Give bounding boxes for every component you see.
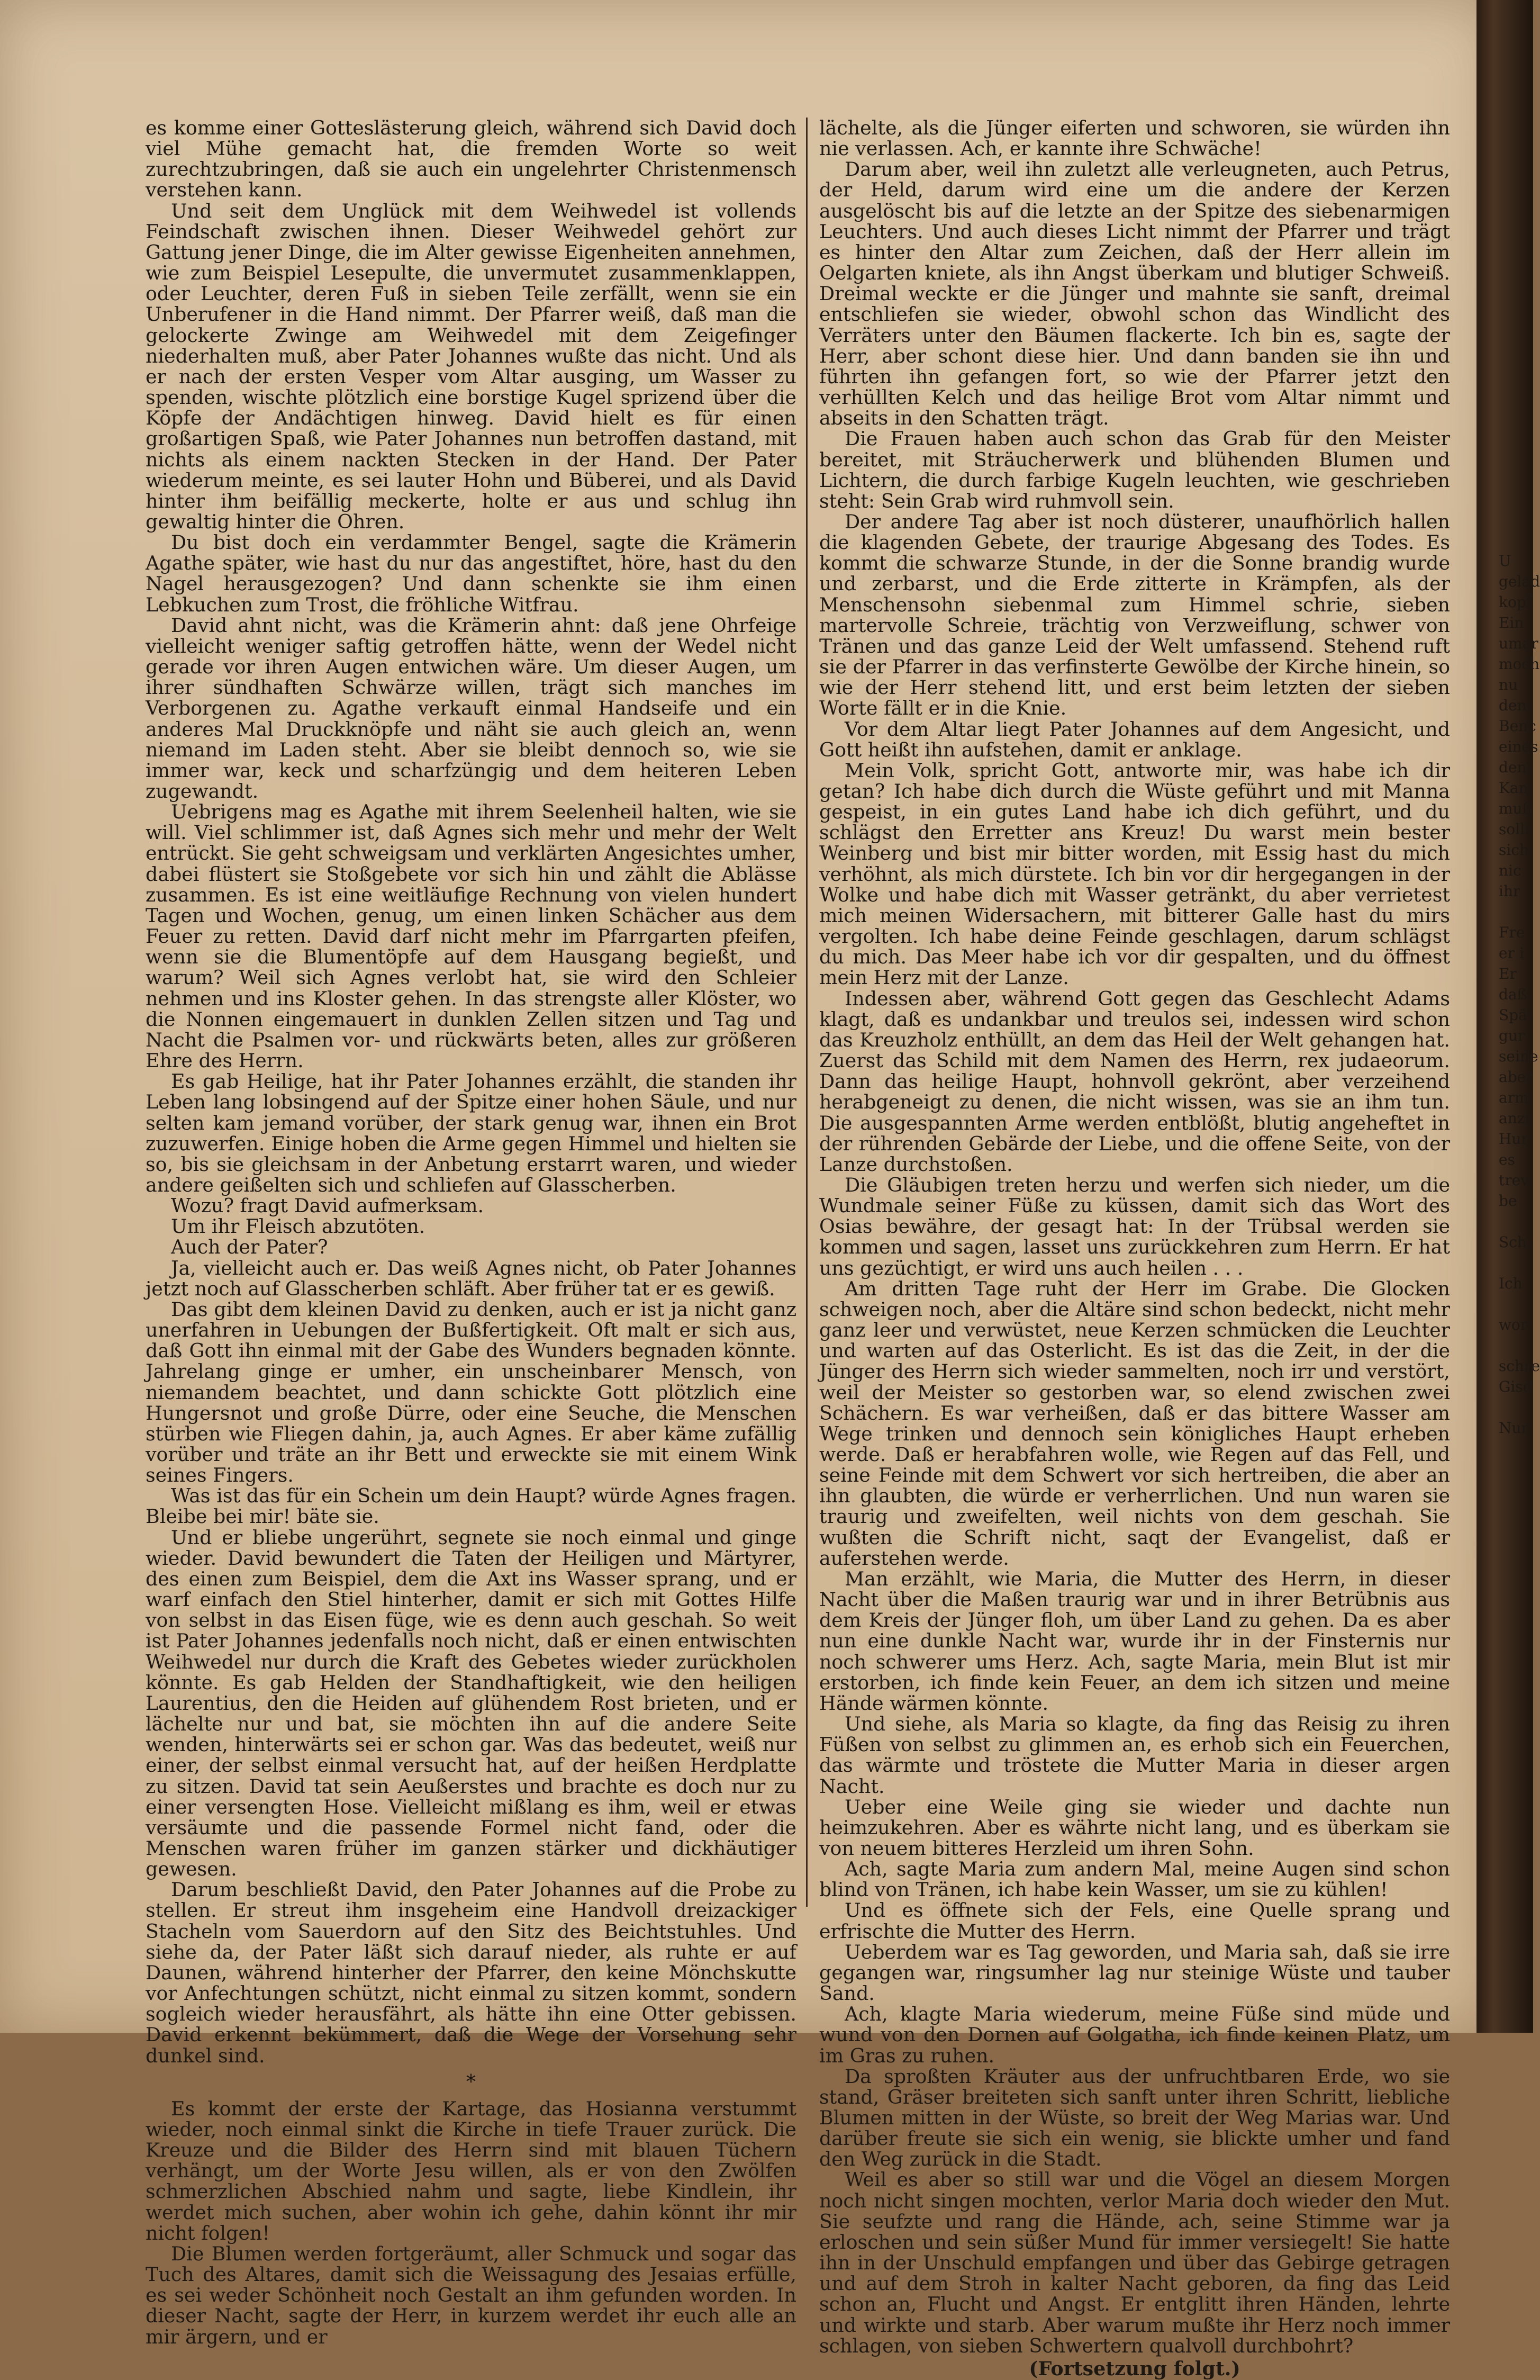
edge-fragment: er i	[1499, 944, 1524, 962]
paragraph: Ueberdem war es Tag geworden, und Maria sah, daß sie irre gegangen war, ringsumher lag nur steinige Wüste und tauber Sand.	[819, 1940, 1450, 2005]
edge-fragment: nic	[1499, 862, 1521, 879]
paragraph: Und siehe, als Maria so klagte, da fing das Reisig zu ihren Füßen von selbst zu glimmen an, es erhob sich ein Feuerchen, das wärmte und tröstete die Mutter Maria in dieser argen Nacht.	[819, 1712, 1450, 1798]
edge-fragment: sich	[1499, 841, 1529, 859]
paragraph: Ueber eine Weile ging sie wieder und dachte nun heimzukehren. Aber es währte nicht lang, und es überkam sie von neuem bitteres Herzleid um ihren Sohn.	[819, 1795, 1450, 1860]
edge-fragment	[1499, 1294, 1530, 1314]
edge-fragment	[1499, 1335, 1530, 1356]
edge-fragment: Kan	[1499, 779, 1528, 797]
left-text-column	[146, 116, 796, 2348]
paragraph: Und seit dem Unglück mit dem Weihwedel ist vollends Feindschaft zwischen ihnen. Dieser Weihwedel gehört zur Gattung jener Dinge, die im Alter gewisse Eigenheiten annehmen, wie zum Beispiel Lesepulte, die unvermutet zusammenklappen, oder Leuchter, deren Fuß in sieben Teile zerfällt, wenn sie ein Unberufener in die Hand nimmt. Der Pfarrer weiß, daß man die gelockerte Zwinge am Weihwedel mit dem Zeigefinger niederhalten muß, aber Pater Johannes wußte das nicht. Und als er nach der ersten Vesper vom Altar ausging, um Wasser zu spenden, wischte plötzlich eine borstige Kugel sprizend über die Köpfe der Andächtigen hinweg. David hielt es für einen großartigen Spaß, wie Pater Johannes nun betroffen dastand, mit nichts als einem nackten Stecken in der Hand. Der Pater wiederum meinte, es sei lauter Hohn und Büberei, und als David hinter ihm beifällig meckerte, holte er aus und schlug ihn gewaltig hinter die Ohren.	[146, 199, 796, 533]
paragraph: Was ist das für ein Schein um dein Haupt? würde Agnes fragen. Bleibe bei mir! bäte sie.	[146, 1484, 796, 1528]
paragraph: Mein Volk, spricht Gott, antworte mir, was habe ich dir getan? Ich habe dich durch die Wüste geführt und mit Manna gespeist, in ein gutes Land habe ich dich geführt, und du schlägst den Erretter ans Kreuz! Du warst mein bester Weinberg und bist mir bitter worden, mit Essig hast du mich verhöhnt, als mich dürstete. Ich bin vor dir hergegangen in der Wolke und habe dich mit Wasser getränkt, du aber verrietest mich meinen Widersachern, mit bitterer Galle hast du mirs vergolten. Ich habe deine Feinde geschlagen, darum schlägst du mich. Das Meer habe ich vor dir gespalten, und du öffnest mein Herz mit der Lanze.	[819, 759, 1450, 989]
edge-fragment: solli	[1499, 821, 1530, 838]
edge-fragment: ihr	[1499, 882, 1520, 900]
edge-fragment: Gisd	[1499, 1378, 1533, 1395]
edge-fragment: Benc	[1499, 717, 1536, 735]
edge-fragment: daß	[1499, 986, 1527, 1003]
edge-fragment: den	[1499, 759, 1527, 776]
paragraph: Und er bliebe ungerührt, segnete sie noch einmal und ginge wieder. David bewundert die Taten der Heiligen und Märtyrer, des einen zum Beispiel, dem die Axt ins Wasser sprang, und er warf einfach den Stiel hinterher, damit er sich mit Gottes Hilfe von selbst in das Eisen füge, wie es denn auch geschah. So weit ist Pater Johannes jedenfalls noch nicht, daß er einen entwischten Weihwedel nur durch die Kraft des Gebetes wieder zurückholen könnte. Es gab Helden der Standhaftigkeit, wie den heiligen Laurentius, den die Heiden auf glühendem Rost brieten, und er lächelte nur und bat, sie möchten ihn auf die andere Seite wenden, hinterwärts sei er schon gar. Was das bedeutet, weiß nur einer, der selbst einmal versucht hat, auf der heißen Herdplatte zu sitzen. David tat sein Aeußerstes und brachte es doch nur zu einer versengten Hose. Vielleicht mißlang es ihm, weil er etwas versäumte und die passende Formel nicht fand, oder die Menschen waren früher im ganzen stärker und dickhäutiger gewesen.	[146, 1526, 796, 1881]
paragraph: Darum beschließt David, den Pater Johannes auf die Probe zu stellen. Er streut ihm insgeheim eine Handvoll dreizackiger Stacheln vom Sauerdorn auf den Sitz des Beichtstuhles. Und siehe da, der Pater läßt sich darauf nieder, als ruhte er auf Daunen, während hinterher der Pfarrer, den keine Mönchskutte vor Anfechtungen schützt, nicht einmal zu sitzen kommt, sondern sogleich wieder herausfährt, als hätte ihn eine Otter gebissen. David erkennt bekümmert, daß die Wege der Vorsehung sehr dunkel sind.	[146, 1878, 796, 2067]
edge-fragment: moch	[1499, 655, 1540, 673]
paragraph: Die Gläubigen treten herzu und werfen sich nieder, um die Wundmale seiner Füße zu küssen, damit sich das Wort des Osias bewähre, der gesagt hat: In der Trübsal werden sie kommen und sagen, lasset uns zurückkehren zum Herrn. Er hat uns gezüchtigt, er wird uns auch heilen . . .	[819, 1173, 1450, 1279]
paragraph: Am dritten Tage ruht der Herr im Grabe. Die Glocken schweigen noch, aber die Altäre sind schon bedeckt, nicht mehr ganz leer und verwüstet, neue Kerzen schmücken die Leuchter und warten auf das Osterlicht. Es ist das die Zeit, in der die Jünger des Herrn sich wieder sammelten, noch irr und verstört, weil der Meister so gestorben war, so elend zwischen zwei Schächern. Es war verheißen, daß er das bittere Wasser am Wege trinken und dennoch sein königliches Haupt erheben werde. Daß er herabfahren wolle, wie Regen auf das Fell, und seine Feinde mit dem Schwert vor sich hertreiben, die aber an ihn glaubten, die würde er verherrlichen. Und nun waren sie traurig und zweifelten, weil nichts von dem geschah. Sie wußten die Schrift nicht, saqt der Evangelist, daß er auferstehen werde.	[819, 1277, 1450, 1570]
edge-fragment	[1499, 901, 1530, 922]
edge-fragment: gelad	[1499, 573, 1540, 590]
edge-fragment	[1499, 1252, 1530, 1273]
paragraph: Und es öffnete sich der Fels, eine Quelle sprang und erfrischte die Mutter des Herrn.	[819, 1899, 1450, 1943]
edge-fragment: Sch	[1499, 1233, 1527, 1251]
edge-fragment: Ein	[1499, 614, 1524, 632]
paragraph: es komme einer Gotteslästerung gleich, während sich David doch viel Mühe gemacht hat, die fremden Worte so weit zurechtzubringen, daß sie auch ein ungelehrter Christenmensch verstehen kann.	[146, 116, 796, 202]
paragraph: Es gab Heilige, hat ihr Pater Johannes erzählt, die standen ihr Leben lang lobsingend auf der Spitze einer hohen Säule, und nur selten kam jemand vorüber, der stark genug war, ihnen ein Brot zuzuwerfen. Einige hoben die Arme gegen Himmel und hielten sie so, bis sie gleichsam in der Anbetung erstarrt waren, und wieder andere geißelten sich und schliefen auf Glasscherben.	[146, 1070, 796, 1196]
paragraph: Das gibt dem kleinen David zu denken, auch er ist ja nicht ganz unerfahren in Uebungen der Bußfertigkeit. Oft malt er sich aus, daß Gott ihn einmal mit der Gabe des Wunders begnaden könnte. Jahrelang ginge er umher, ein unscheinbarer Mensch, von niemandem beachtet, und dann schickte Gott plötzlich eine Hungersnot und große Dürre, oder eine Seuche, die Menschen stürben wie Fliegen dahin, ja, auch Agnes. Er aber käme zufällig vorüber und träte an ihr Bett und erweckte sie mit einem Wink seines Fingers.	[146, 1297, 796, 1487]
edge-fragment: wor	[1499, 1316, 1528, 1333]
paragraph: Du bist doch ein verdammter Bengel, sagte die Krämerin Agathe später, wie hast du nur das angestiftet, höre, hast du den Nagel herausgezogen? Und dann schenkte sie ihm einen Lebkuchen zum Trost, die fröhliche Witfrau.	[146, 531, 796, 616]
paragraph: Weil es aber so still war und die Vögel an diesem Morgen noch nicht singen mochten, verlor Maria doch wieder den Mut. Sie seufzte und rang die Hände, ach, seine Stimme war ja erloschen und sein süßer Mund für immer versiegelt! Sie hatte ihn in der Unschuld empfangen und über das Gebirge getragen und auf dem Stroh in kalter Nacht geboren, da fing das Leid schon an, Flucht und Angst. Er entglitt ihren Händen, lehrte und wirkte und starb. Aber warum mußte ihr Herz noch immer schlagen, von sieben Schwertern qualvoll durchbohrt?	[819, 2168, 1450, 2357]
edge-fragment: Spä	[1499, 1006, 1527, 1024]
paragraph: Darum aber, weil ihn zuletzt alle verleugneten, auch Petrus, der Held, darum wird eine um die andere der Kerzen ausgelöscht bis auf die letzte an der Spitze des siebenarmigen Leuchters. Und auch dieses Licht nimmt der Pfarrer und trägt es hinter den Altar zum Zeichen, daß der Herr allein im Oelgarten kniete, als ihn Angst überkam und blutiger Schweiß. Dreimal weckte er die Jünger und mahnte sie sanft, dreimal entschliefen sie wieder, obwohl schon das Windlicht des Verräters unter den Bäumen flackerte. Ich bin es, sagte der Herr, aber schont diese hier. Und dann banden sie ihn und führten ihn gefangen fort, so wie der Pfarrer jetzt den verhüllten Kelch und das heilige Brot vom Altar nimmt und abseits in den Schatten trägt.	[819, 158, 1450, 430]
column-divider	[806, 118, 808, 1907]
paragraph: Der andere Tag aber ist noch düsterer, unaufhörlich hallen die klagenden Gebete, der traurige Abgesang des Todes. Es kommt die schwarze Stunde, in der die Sonne brandig wurde und zerbarst, und die Erde zitterte in Krämpfen, als der Menschensohn siebenmal zum Himmel schrie, sieben martervolle Schreie, trächtig von Verzweiflung, schwer von Tränen und das ganze Leid der Welt umfassend. Stehend ruft sie der Pfarrer in das verfinsterte Gewölbe der Kirche hinein, so wie der Herr stehend litt, und erst beim letzten der sieben Worte fällt er in die Knie.	[819, 510, 1450, 720]
edge-fragment: nu	[1499, 676, 1518, 693]
edge-fragment: seine	[1499, 1048, 1538, 1065]
section-separator: *	[466, 2070, 476, 2093]
edge-fragment: aber	[1499, 1068, 1533, 1086]
edge-fragment: U	[1499, 552, 1511, 570]
edge-fragment: Er	[1499, 965, 1517, 982]
paragraph: Da sproßten Kräuter aus der unfruchtbaren Erde, wo sie stand, Gräser breiteten sich sanft unter ihren Schritt, liebliche Blumen mitten in der Wüste, so breit der Weg Marias war. Und darüber freute sie sich ein wenig, sie blickte umher und fand den Weg zurück in die Stadt.	[819, 2065, 1450, 2171]
paragraph: lächelte, als die Jünger eiferten und schworen, sie würden ihn nie verlassen. Ach, er kannte ihre Schwäche!	[819, 116, 1450, 160]
continuation-note: (Fortsetzung folgt.)	[1029, 2357, 1240, 2380]
edge-fragment	[1499, 1397, 1530, 1418]
edge-fragment: Ich	[1499, 1275, 1523, 1292]
edge-fragment: anzi	[1499, 1110, 1530, 1127]
edge-fragment: gur	[1499, 1027, 1525, 1044]
paragraph: Um ihr Fleisch abzutöten.	[171, 1215, 425, 1238]
paragraph: David ahnt nicht, was die Krämerin ahnt: daß jene Ohrfeige vielleicht weniger saftig getroffen hätte, wenn der Wedel nicht gerade vor ihren Augen entwichen wäre. Um dieser Augen, um ihrer sündhaften Schwärze willen, trägt sich manches im Verborgenen zu. Agathe verkauft einmal Handseife und ein anderes Mal Druckknöpfe und näht sie auch gleich an, wenn niemand im Laden steht. Aber sie bleibt dennoch so, wie sie immer war, keck und scharfzüngig und dem heiteren Leben zugewandt.	[146, 614, 796, 803]
paragraph: Ja, vielleicht auch er. Das weiß Agnes nicht, ob Pater Johannes jetzt noch auf Glasscherben schläft. Aber früher tat er es gewiß.	[146, 1256, 796, 1300]
paragraph: Wozu? fragt David aufmerksam.	[171, 1194, 484, 1218]
paragraph: Auch der Pater?	[171, 1236, 328, 1259]
edge-fragment: es	[1499, 1151, 1515, 1168]
edge-fragment: umar	[1499, 635, 1538, 652]
edge-fragment: eines	[1499, 738, 1538, 755]
paragraph: Vor dem Altar liegt Pater Johannes auf dem Angesicht, und Gott heißt ihn aufstehen, damit er anklage.	[819, 717, 1450, 761]
edge-fragment: Nur	[1499, 1419, 1528, 1437]
edge-fragment: kopf	[1499, 593, 1532, 611]
paragraph: Man erzählt, wie Maria, die Mutter des Herrn, in dieser Nacht über die Maßen traurig war und in ihrer Betrübnis aus dem Kreis der Jünger floh, um über Land zu gehen. Da es aber nun eine dunkle Nacht war, wurde ihr in der Finsternis nur noch schwerer ums Herz. Ach, sagte Maria, mein Blut ist mir erstorben, ich finde kein Feuer, an dem ich sitzen und meine Hände wärmen könnte.	[819, 1567, 1450, 1715]
paragraph: Die Blumen werden fortgeräumt, aller Schmuck und sogar das Tuch des Altares, damit sich die Weissagung des Jesaias erfülle, es sei weder Schönheit noch Gestalt an ihm gefunden worden. In dieser Nacht, sagte der Herr, in kurzem werdet ihr euch alle an mir ärgern, und er	[146, 2242, 796, 2348]
edge-fragment: Hur	[1499, 1130, 1528, 1148]
edge-fragment: be	[1499, 1192, 1517, 1210]
edge-fragment: muß	[1499, 800, 1533, 817]
paragraph: Es kommt der erste der Kartage, das Hosianna verstummt wieder, noch einmal sinkt die Kirche in tiefe Trauer zurück. Die Kreuze und die Bilder des Herrn sind mit blauen Tüchern verhängt, um der Worte Jesu willen, als er von den Zwölfen schmerzlichen Abschied nahm und sagte, liebe Kindlein, ihr werdet mich suchen, aber wohin ich gehe, dahin könnt ihr mir nicht folgen!	[146, 2097, 796, 2244]
paragraph: Ach, sagte Maria zum andern Mal, meine Augen sind schon blind von Tränen, ich habe kein Wasser, um sie zu kühlen!	[819, 1858, 1450, 1901]
next-page-edge-fragments	[1499, 551, 1540, 1438]
paragraph: Die Frauen haben auch schon das Grab für den Meister bereitet, mit Sträucherwerk und blühenden Blumen und Lichtern, die durch farbige Kugeln leuchten, wie geschrieben steht: Sein Grab wird ruhmvoll sein.	[819, 427, 1450, 512]
edge-fragment	[1499, 1211, 1530, 1232]
edge-fragment: arm	[1499, 1089, 1529, 1106]
edge-fragment: trev	[1499, 1171, 1529, 1189]
paragraph: Ach, klagte Maria wiederum, meine Füße sind müde und wund von den Dornen auf Golgatha, ich finde keinen Platz, um im Gras zu ruhen.	[819, 2003, 1450, 2067]
edge-fragment: schre	[1499, 1357, 1540, 1375]
edge-fragment: Fre	[1499, 924, 1525, 941]
right-text-column	[819, 116, 1450, 2380]
paragraph: Uebrigens mag es Agathe mit ihrem Seelenheil halten, wie sie will. Viel schlimmer ist, daß Agnes sich mehr und mehr der Welt entrückt. Sie geht schweigsam und verklärten Angesichtes umher, dabei flüstert sie Stoßgebete vor sich hin und zählt die Ablässe zusammen. Es ist eine weitläufige Rechnung von vielen hundert Tagen und Wochen, genug, um einen linken Schächer aus dem Feuer zu retten. David darf nicht mehr im Pfarrgarten pfeifen, wenn sie die Blumentöpfe auf dem Hausgang begießt, und warum? Weil sich Agnes verlobt hat, sie wird den Schleier nehmen und ins Kloster gehen. In das strengste aller Klöster, wo die Nonnen eingemauert in dunklen Zellen sitzen und Tag und Nacht die Psalmen vor- und rückwärts beten, alles zur größeren Ehre des Herrn.	[146, 800, 796, 1072]
edge-fragment: den	[1499, 697, 1527, 714]
paragraph: Indessen aber, während Gott gegen das Geschlecht Adams klagt, daß es undankbar und treulos sei, indessen wird schon das Kreuzholz enthüllt, an dem das Heil der Welt gehangen hat. Zuerst das Schild mit dem Namen des Herrn, rex judaeorum. Dann das heilige Haupt, hohnvoll gekrönt, aber verzeihend herabgeneigt zu denen, die nicht wissen, was sie an ihm tun. Die ausgespannten Arme werden entblößt, blutig angeheftet in der rührenden Gebärde der Liebe, und die offene Seite, von der Lanze durchstoßen.	[819, 987, 1450, 1176]
